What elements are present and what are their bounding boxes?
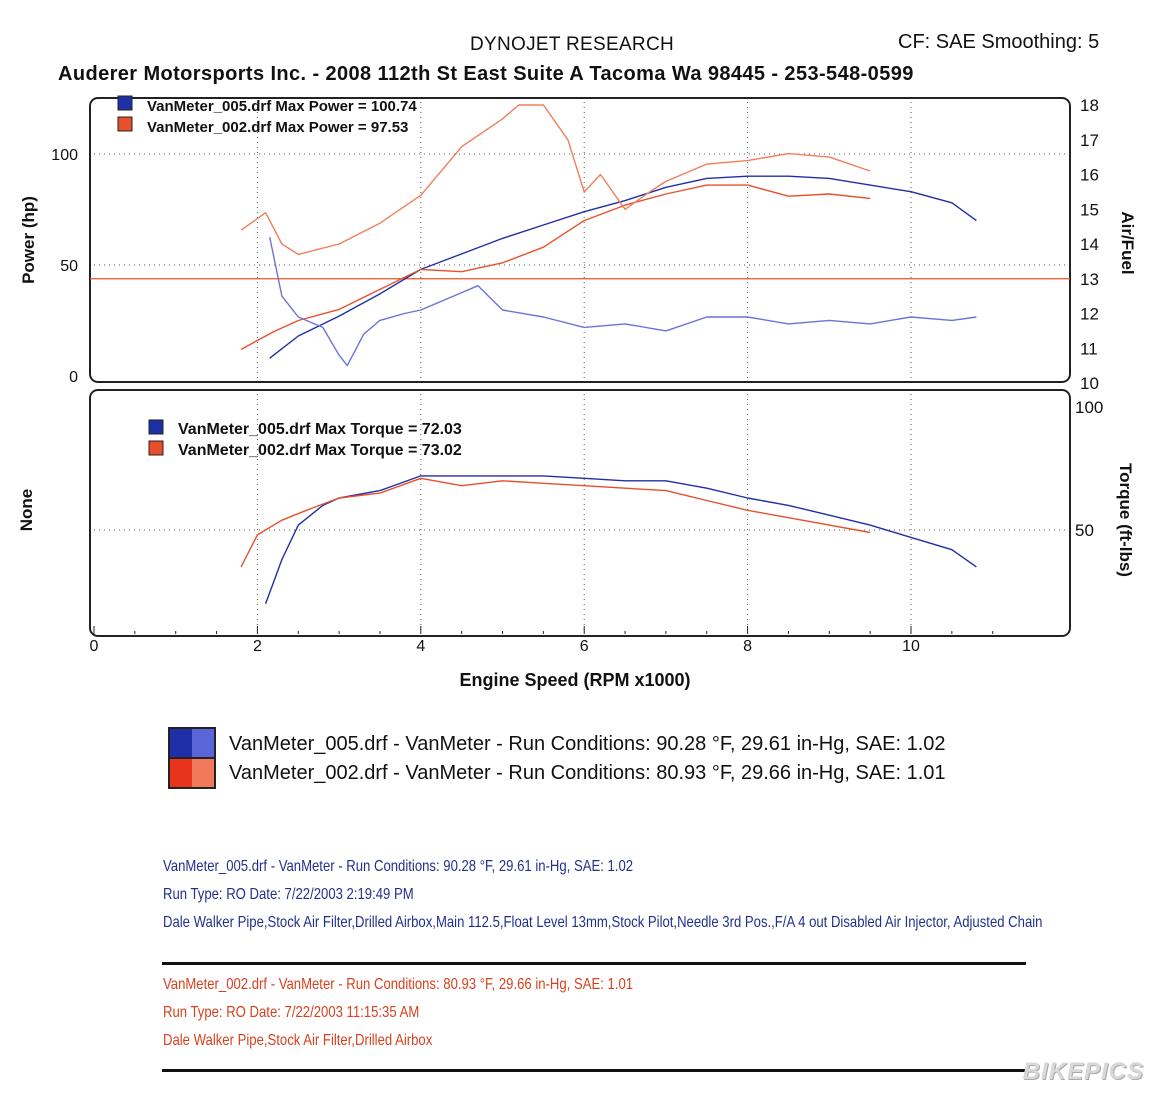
report-title: DYNOJET RESEARCH <box>470 34 674 55</box>
x-tick-label: 0 <box>89 638 99 655</box>
x-tick-label: 2 <box>252 638 262 655</box>
y-axis-title-power: Power (hp) <box>19 196 38 284</box>
legend-swatch-blue <box>168 727 216 759</box>
note-red-line-3: Dale Walker Pipe,Stock Air Filter,Drilled Airbox <box>163 1032 433 1049</box>
power-legend-swatch-red <box>118 117 132 131</box>
shop-address: Auderer Motorsports Inc. - 2008 112th St East Suite A Tacoma Wa 98445 - 253-548-0599 <box>58 63 914 85</box>
y-tick-label-torque: 50 <box>1075 521 1094 540</box>
note-blue-line-1: VanMeter_005.drf - VanMeter - Run Conditions: 90.28 °F, 29.61 in-Hg, SAE: 1.02 <box>163 858 634 875</box>
torque-legend-swatch-blue <box>149 420 163 434</box>
torque-line-002 <box>241 478 870 567</box>
y-tick-label-afr: 10 <box>1080 374 1099 393</box>
legend-swatch-red <box>168 757 216 789</box>
y-axis-title-afr: Air/Fuel <box>1118 211 1137 275</box>
y-tick-label-afr: 17 <box>1080 130 1099 150</box>
x-tick-label: 6 <box>579 638 589 655</box>
note-red-line-1: VanMeter_002.drf - VanMeter - Run Conditions: 80.93 °F, 29.66 in-Hg, SAE: 1.01 <box>163 976 634 993</box>
power-legend-blue: VanMeter_005.drf Max Power = 100.74 <box>147 98 417 115</box>
torque-legend-blue: VanMeter_005.drf Max Torque = 72.03 <box>178 421 462 438</box>
y-axis-title-none: None <box>17 488 36 532</box>
y-tick-label-afr: 13 <box>1080 269 1099 289</box>
x-tick-label: 4 <box>416 638 426 655</box>
run-legend-blue: VanMeter_005.drf - VanMeter - Run Conditions: 90.28 °F, 29.61 in-Hg, SAE: 1.02 <box>229 733 946 755</box>
note-blue-line-2: Run Type: RO Date: 7/22/2003 2:19:49 PM <box>163 886 414 903</box>
y-tick-label-power: 0 <box>69 369 78 386</box>
note-divider-1 <box>162 962 1026 965</box>
y-tick-label-afr: 18 <box>1080 96 1099 115</box>
y-tick-label-power: 50 <box>60 258 78 275</box>
y-axis-title-torque: Torque (ft-lbs) <box>1116 463 1135 577</box>
note-red-line-2: Run Type: RO Date: 7/22/2003 11:15:35 AM <box>163 1004 420 1021</box>
power-line-005 <box>270 176 977 358</box>
power-line-002 <box>241 185 870 349</box>
y-tick-label-torque: 100 <box>1075 398 1104 417</box>
torque-legend-red: VanMeter_002.drf Max Torque = 73.02 <box>178 442 462 459</box>
power-legend-swatch-blue <box>118 96 132 110</box>
correction-factor: CF: SAE Smoothing: 5 <box>898 31 1100 53</box>
torque-legend-swatch-red <box>149 441 163 455</box>
x-tick-label: 10 <box>902 638 920 655</box>
note-blue-line-3: Dale Walker Pipe,Stock Air Filter,Drilled Airbox,Main 112.5,Float Level 13mm,Stock Pilot,Needle 3rd Pos.,F/A 4 out Disabled Air Injector, Adjusted Chain <box>163 914 1043 931</box>
watermark-logo: BIKEPICS <box>1022 1058 1144 1085</box>
torque-line-005 <box>266 476 977 604</box>
afr-line-005 <box>270 237 977 366</box>
power-panel-frame <box>90 98 1070 382</box>
y-tick-label-afr: 12 <box>1080 304 1099 324</box>
note-divider-2 <box>162 1069 1026 1072</box>
y-tick-label-afr: 15 <box>1080 200 1099 220</box>
x-axis-title: Engine Speed (RPM x1000) <box>459 670 691 690</box>
run-legend-red: VanMeter_002.drf - VanMeter - Run Conditions: 80.93 °F, 29.66 in-Hg, SAE: 1.01 <box>229 762 946 784</box>
power-legend-red: VanMeter_002.drf Max Power = 97.53 <box>147 119 409 136</box>
x-tick-label: 8 <box>743 638 753 655</box>
y-tick-label-afr: 16 <box>1080 165 1099 185</box>
y-tick-label-afr: 14 <box>1080 235 1099 254</box>
y-tick-label-power: 100 <box>51 147 78 164</box>
y-tick-label-afr: 11 <box>1080 339 1098 359</box>
